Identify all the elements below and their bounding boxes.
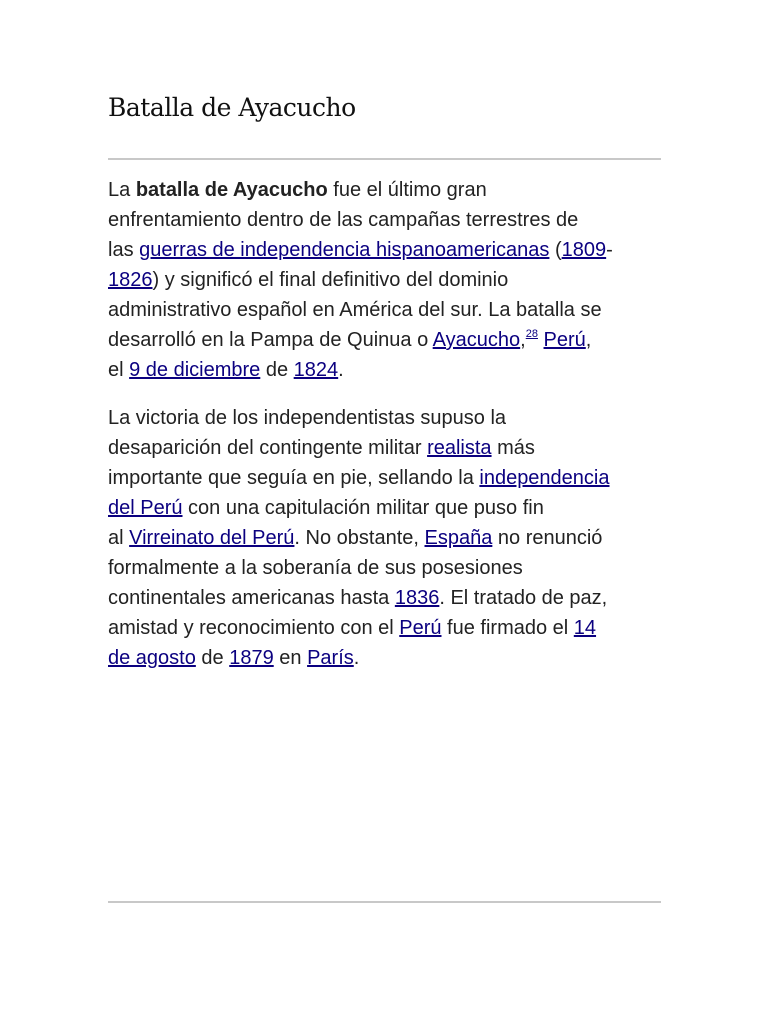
text-run: ) y significó el final definitivo del dominio [152,269,509,291]
text-line [108,463,661,493]
text-run: La victoria de los independentistas supuso la [108,407,507,429]
link-virreinato-del-peru[interactable]: Virreinato del Perú [129,527,295,549]
link-year-1879[interactable]: 1879 [229,647,274,669]
bold-term: batalla de Ayacucho [135,179,328,201]
link-peru[interactable]: Perú [543,329,586,351]
text-run: con una capitulación militar que puso fin [182,497,544,519]
text-line [108,433,661,463]
text-run: administrativo español en América del sur. La batalla se [108,299,602,321]
text-run: enfrentamiento dentro de las campañas terrestres de [108,209,579,231]
text-run: más [491,437,535,459]
bottom-divider [108,901,661,903]
paragraph-intro [108,175,661,385]
text-run: fue el último gran [327,179,487,201]
text-run: las [108,239,140,261]
text-run: no renunció [492,527,603,549]
text-run: importante que seguía en pie, sellando la [108,467,480,489]
link-peru[interactable]: Perú [399,617,442,639]
link-year-1824[interactable]: 1824 [293,359,339,381]
text-line [108,403,661,433]
text-line [108,355,661,385]
link-ayacucho[interactable]: Ayacucho [432,329,521,351]
link-independencia-del-peru-part2[interactable]: del Perú [108,497,183,519]
text-line [108,205,661,235]
text-run: - [606,239,613,261]
text-line [108,583,661,613]
text-line [108,265,661,295]
text-run: desaparición del contingente militar [108,437,428,459]
text-line [108,235,661,265]
text-run: de [195,647,230,669]
text-line [108,295,661,325]
text-run: al [108,527,130,549]
link-realista[interactable]: realista [427,437,492,459]
link-paris[interactable]: París [307,647,354,669]
text-run: La [108,179,136,201]
text-run: , [585,329,592,351]
text-run: ( [549,239,562,261]
link-independencia-del-peru-part1[interactable]: independencia [479,467,610,489]
link-14-de-agosto-part1[interactable]: 14 [573,617,597,639]
text-line [108,493,661,523]
link-espana[interactable]: España [424,527,493,549]
text-run: fue firmado el [441,617,574,639]
text-run: . [353,647,360,669]
text-run: formalmente a la soberanía de sus posesiones [108,557,523,579]
text-line [108,643,661,673]
text-run: desarrolló en la Pampa de Quinua o [108,329,433,351]
text-run: continentales americanas hasta [108,587,395,609]
text-line [108,553,661,583]
text-run: el [108,359,130,381]
link-year-1809[interactable]: 1809 [561,239,607,261]
text-run: . El tratado de paz, [439,587,608,609]
link-14-de-agosto-part2[interactable]: de agosto [108,647,196,669]
text-line [108,175,661,205]
link-9-de-diciembre[interactable]: 9 de diciembre [129,359,261,381]
text-line [108,613,661,643]
text-line [108,523,661,553]
text-run: amistad y reconocimiento con el [108,617,400,639]
text-run: de [260,359,294,381]
text-line [108,325,661,355]
text-run: . [338,359,344,381]
text-run: . No obstante, [294,527,425,549]
link-year-1826[interactable]: 1826 [108,269,153,291]
text-run: , [520,329,526,351]
reference-link[interactable]: 28 [525,328,538,340]
text-run: en [273,647,308,669]
paragraph-victory [108,403,661,673]
link-guerras-independencia[interactable]: guerras de independencia hispanoamericanas [139,239,550,261]
title-divider [108,158,661,160]
article-title: Batalla de Ayacucho [108,93,356,122]
link-year-1836[interactable]: 1836 [394,587,440,609]
